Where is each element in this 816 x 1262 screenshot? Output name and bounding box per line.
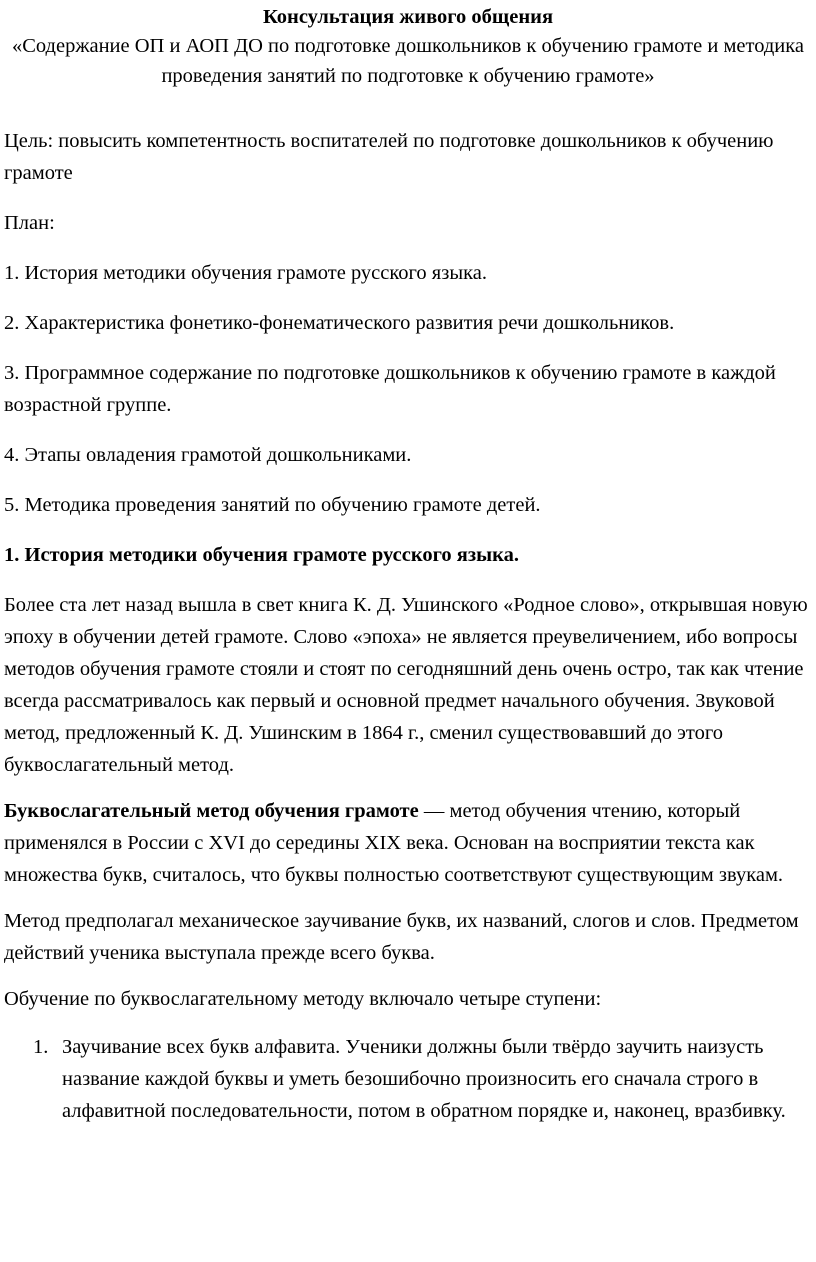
method-definition-text: — метод обучения чтению, который применялся в России с XVI до середины XIX века. Основан на восприятии текста как множества букв, считалось, что буквы полностью соответствуют существующим звукам. xyxy=(4,800,784,886)
steps-intro-paragraph: Обучение по буквослагательному методу включало четыре ступени: xyxy=(4,988,602,1010)
plan-item-4: 4. Этапы овладения грамотой дошкольниками. xyxy=(4,444,412,466)
list-item-number: 1. xyxy=(33,1036,49,1058)
plan-item-2: 2. Характеристика фонетико-фонематического развития речи дошкольников. xyxy=(4,312,675,334)
plan-item-3: 3. Программное содержание по подготовке дошкольников к обучению грамоте в каждой возрастной группе. xyxy=(4,362,776,416)
section-heading: 1. История методики обучения грамоте русского языка. xyxy=(4,544,519,566)
plan-item-5: 5. Методика проведения занятий по обучению грамоте детей. xyxy=(4,494,541,516)
method-description-paragraph: Метод предполагал механическое заучивание букв, их названий, слогов и слов. Предметом действий ученика выступала прежде всего буква. xyxy=(4,910,799,964)
method-definition-paragraph xyxy=(4,795,816,891)
history-paragraph: Более ста лет назад вышла в свет книга К. Д. Ушинского «Родное слово», открывшая новую эпоху в обучении детей грамоте. Слово «эпоха» не является преувеличением, ибо вопросы методов обучения грамоте стояли и стоят по сегодняшний день очень остро, так как чтение всегда рассматривалось как первый и основной предмет начального обучения. Звуковой метод, предложенный К. Д. Ушинским в 1864 г., сменил существовавший до этого буквослагательный метод. xyxy=(4,594,808,776)
steps-list xyxy=(4,1031,816,1127)
goal-paragraph: Цель: повысить компетентность воспитателей по подготовке дошкольников к обучению грамоте xyxy=(4,130,774,184)
list-item-text: Заучивание всех букв алфавита. Ученики должны были твёрдо заучить наизусть название каждой буквы и уметь безошибочно произносить его сначала строго в алфавитной последовательности, потом в обратном порядке и, наконец, вразбивку. xyxy=(62,1036,786,1122)
document-subtitle: «Содержание ОП и АОП ДО по подготовке дошкольников к обучению грамоте и методика проведения занятий по подготовке к обучению грамоте» xyxy=(11,35,805,87)
method-term: Буквослагательный метод обучения грамоте xyxy=(4,800,419,822)
document-title: Консультация живого общения xyxy=(262,6,554,28)
list-item xyxy=(4,1031,816,1127)
plan-item-1: 1. История методики обучения грамоте русского языка. xyxy=(4,262,487,284)
plan-label: План: xyxy=(4,212,55,234)
